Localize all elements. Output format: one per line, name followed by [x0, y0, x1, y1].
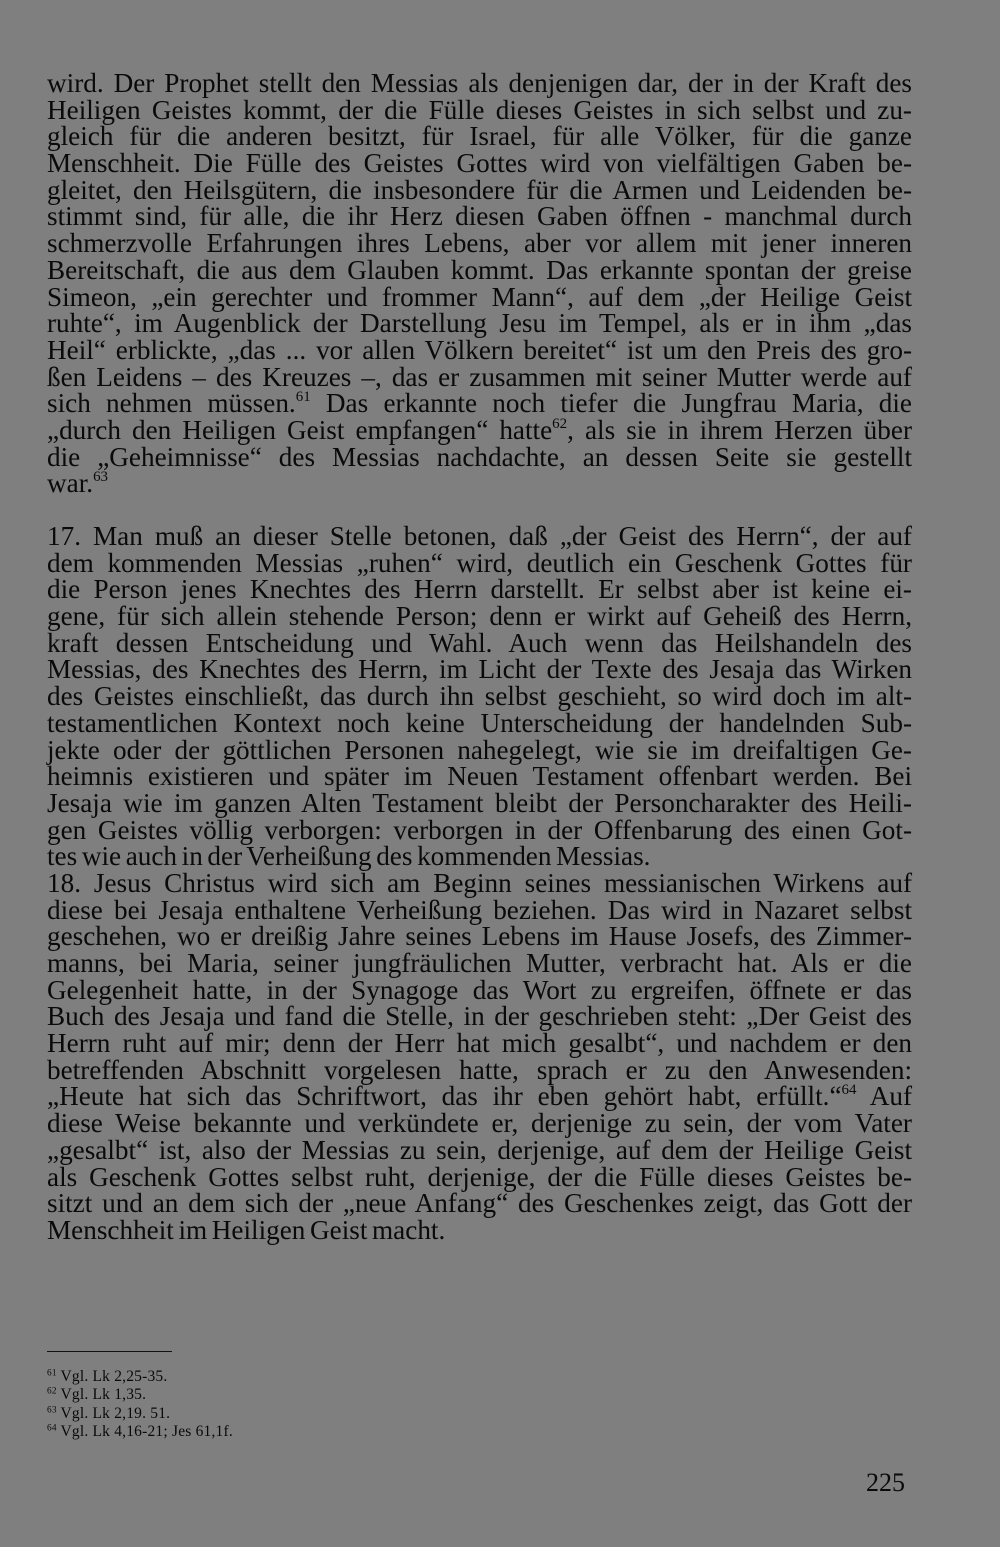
- text-line: 17. Man muß an dieser Stelle betonen, daß „der Geist des Herrn“, der auf: [47, 521, 912, 551]
- line-text: sich nehmen müssen.: [47, 388, 296, 419]
- text-line: gene, für sich allein stehende Person; denn er wirkt auf Geheiß des Herrn,: [47, 601, 912, 632]
- text-line: die Person jenes Knechtes des Herrn darstellt. Er selbst aber ist keine ei-: [47, 574, 912, 605]
- footnote-text: Vgl. Lk 1,35.: [60, 1386, 147, 1404]
- text-line: diese Weise bekannte und verkündete er, derjenige zu sein, der vom Vater: [47, 1108, 912, 1139]
- text-line: tes wie auch in der Verheißung des kommenden Messias.: [47, 841, 651, 872]
- text-line: testamentlichen Kontext noch keine Unterscheidung der handelnden Sub-: [47, 707, 912, 738]
- line-text: „Heute hat sich das Schriftwort, das ihr eben gehört habt, erfüllt.“: [47, 1081, 842, 1112]
- line-text: war.: [47, 468, 94, 499]
- text-line: Heil“ erblickte, „das ... vor allen Völkern bereitet“ ist um den Preis des gro-: [47, 334, 912, 365]
- text-line: gleitet, den Heilsgütern, die insbesondere für die Armen und Leidenden be-: [47, 174, 912, 205]
- text-line: betreffenden Abschnitt vorgelesen hatte, sprach er zu den Anwesenden:: [47, 1054, 912, 1085]
- text-line: heimnis existieren und später im Neuen Testament offenbart werden. Bei: [47, 761, 912, 792]
- page-body: [47, 70, 912, 1244]
- line-text: , als sie in ihrem Herzen über: [567, 414, 912, 445]
- text-line: stimmt sind, für alle, die ihr Herz diesen Gaben öffnen - manchmal durch: [47, 201, 912, 232]
- text-line: [47, 1083, 912, 1110]
- text-line: gleich für die anderen besitzt, für Israel, für alle Völker, für die ganze: [47, 121, 912, 152]
- text-line: diese bei Jesaja enthaltene Verheißung beziehen. Das wird in Nazaret selbst: [47, 894, 912, 925]
- footnote-item: [47, 1405, 233, 1423]
- text-line: Gelegenheit hatte, in der Synagoge das Wort zu ergreifen, öffnete er das: [47, 974, 912, 1005]
- line-text: Das erkannte noch tiefer die Jungfrau Maria, die: [310, 388, 912, 419]
- footnote-divider: [47, 1351, 172, 1352]
- paragraph-gap: [47, 497, 912, 523]
- text-line: gen Geistes völlig verborgen: verborgen in der Offenbarung des einen Got-: [47, 814, 912, 845]
- text-line: Menschheit im Heiligen Geist macht.: [47, 1214, 446, 1245]
- text-line: dem kommenden Messias „ruhen“ wird, deutlich ein Geschenk Gottes für: [47, 547, 912, 578]
- footnotes: [47, 1368, 233, 1441]
- footnote-item: [47, 1386, 233, 1404]
- text-line: Bereitschaft, die aus dem Glauben kommt. Das erkannte spontan der greise: [47, 254, 912, 285]
- paragraph-continuation: [47, 70, 912, 497]
- text-line: wird. Der Prophet stellt den Messias als denjenigen dar, der in der Kraft des: [47, 68, 912, 98]
- footnote-text: Vgl. Lk 4,16-21; Jes 61,1f.: [60, 1422, 233, 1440]
- paragraph-18: [47, 867, 913, 1245]
- text-line: schmerzvolle Erfahrungen ihres Lebens, aber vor allem mit jener inneren: [47, 228, 912, 259]
- text-line: „gesalbt“ ist, also der Messias zu sein, derjenige, auf dem der Heilige Geist: [47, 1134, 912, 1165]
- footnote-mark: 63: [47, 1405, 57, 1416]
- text-line: ßen Leidens – des Kreuzes –, das er zusammen mit seiner Mutter werde auf: [47, 361, 912, 392]
- text-line: manns, bei Maria, seiner jungfräulichen Mutter, verbracht hat. Als er die: [47, 948, 912, 978]
- text-line: des Geistes einschließt, das durch ihn selbst geschieht, so wird doch im alt-: [47, 681, 912, 712]
- text-line: 18. Jesus Christus wird sich am Beginn seines messianischen Wirkens auf: [47, 867, 912, 898]
- text-line: [47, 414, 912, 445]
- footnote-item: [47, 1423, 233, 1441]
- text-line: als Geschenk Gottes selbst ruht, derjenige, der die Fülle dieses Geistes be-: [47, 1161, 912, 1192]
- text-line: die „Geheimnisse“ des Messias nachdachte, an dessen Seite sie gestellt: [47, 441, 912, 472]
- line-text: „durch den Heiligen Geist empfangen“ hatte: [47, 414, 553, 445]
- text-line: Messias, des Knechtes des Herrn, im Licht der Texte des Jesaja das Wirken: [47, 654, 912, 685]
- text-line: [47, 470, 912, 497]
- page-number: 225: [866, 1468, 905, 1497]
- text-line: Simeon, „ein gerechter und frommer Mann“, auf dem „der Heilige Geist: [47, 281, 912, 312]
- footnote-mark: 61: [47, 1368, 57, 1379]
- text-line: ruhte“, im Augenblick der Darstellung Jesu im Tempel, als er in ihm „das: [47, 308, 912, 339]
- footnote-ref: 61: [295, 389, 311, 406]
- text-line: geschehen, wo er dreißig Jahre seines Lebens im Hause Josefs, des Zimmer-: [47, 921, 912, 952]
- text-line: Jesaja wie im ganzen Alten Testament bleibt der Personcharakter des Heili-: [47, 787, 912, 818]
- footnote-ref: 63: [93, 469, 109, 486]
- text-line: sitzt und an dem sich der „neue Anfang“ des Geschenkes zeigt, das Gott der: [47, 1188, 912, 1219]
- footnote-text: Vgl. Lk 2,25-35.: [60, 1368, 168, 1385]
- text-line: Heiligen Geistes kommt, der die Fülle dieses Geistes in sich selbst und zu-: [47, 94, 912, 125]
- text-line: [47, 390, 912, 417]
- text-line: kraft dessen Entscheidung und Wahl. Auch wenn das Heilshandeln des: [47, 627, 912, 658]
- footnote-mark: 62: [47, 1386, 57, 1397]
- footnote-ref: 62: [552, 415, 568, 432]
- line-text: Auf: [856, 1081, 913, 1112]
- text-line: Buch des Jesaja und fand die Stelle, in der geschrieben steht: „Der Geist des: [47, 1001, 912, 1032]
- footnote-ref: 64: [841, 1082, 857, 1099]
- paragraph-17: [47, 523, 912, 870]
- footnote-text: Vgl. Lk 2,19. 51.: [60, 1404, 171, 1422]
- text-line: Herrn ruht auf mir; denn der Herr hat mich gesalbt“, und nachdem er den: [47, 1028, 912, 1059]
- footnote-item: [47, 1368, 233, 1386]
- text-line: jekte oder der göttlichen Personen nahegelegt, wie sie im dreifaltigen Ge-: [47, 734, 912, 765]
- footnote-mark: 64: [47, 1423, 57, 1434]
- text-line: Menschheit. Die Fülle des Geistes Gottes wird von vielfältigen Gaben be-: [47, 148, 912, 179]
